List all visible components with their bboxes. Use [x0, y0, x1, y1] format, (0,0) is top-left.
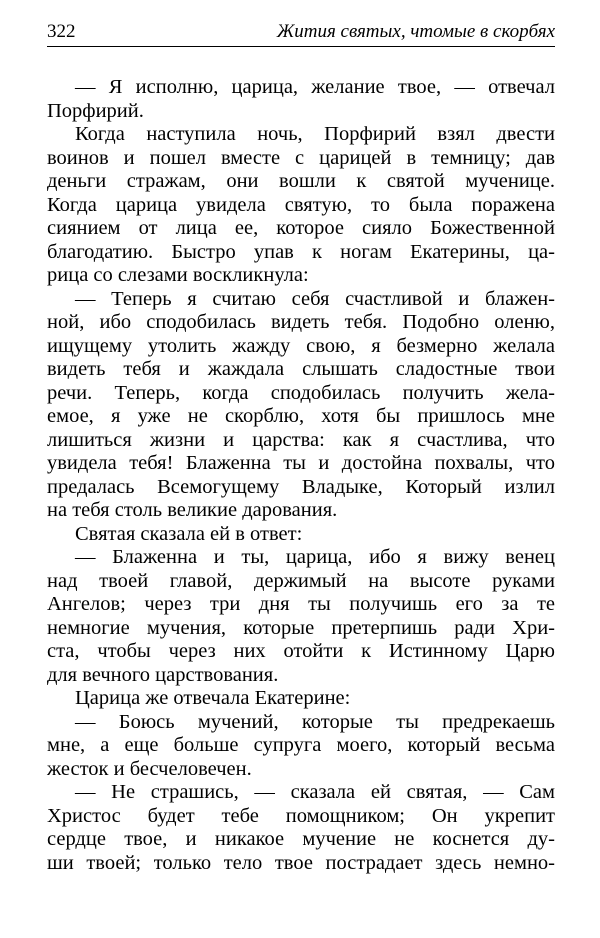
text-line: — Не страшись, — сказала ей святая, — Сам — [75, 781, 555, 803]
text-line: благодатию. Быстро упав к ногам Екатерины, ца- — [47, 240, 555, 263]
text-line: ищущему утолить жажду свою, я безмерно желала — [47, 334, 555, 357]
body-text — [47, 76, 555, 875]
text-line: ста, чтобы через них отойти к Истинному Царю — [47, 640, 555, 662]
text-line: рица со слезами воскликнула: — [47, 264, 309, 286]
text-line: Ангелов; через три дня ты получишь его за те — [47, 593, 555, 615]
text-line: на тебя столь великие дарования. — [47, 499, 338, 521]
text-line: ной, ибо сподобилась видеть тебя. Подобно оленю, — [47, 311, 555, 333]
page-number: 322 — [47, 21, 76, 42]
text-line: сиянием от лица ее, которое сияло Божественной — [47, 217, 555, 239]
text-line: предалась Всемогущему Владыке, Который излил — [47, 475, 555, 498]
text-line: — Теперь я считаю себя счастливой и блажен- — [75, 287, 555, 310]
text-line: увидела тебя! Блаженна ты и достойна похвалы, что — [47, 452, 555, 474]
text-line: речи. Теперь, когда сподобилась получить жела- — [47, 381, 555, 404]
text-line: емое, я уже не скорблю, хотя бы пришлось мне — [47, 405, 555, 427]
text-line: Когда царица увидела святую, то была поражена — [47, 193, 555, 216]
text-line: над твоей главой, держимый на высоте руками — [47, 569, 555, 592]
book-page — [47, 20, 555, 875]
text-line: жесток и бесчеловечен. — [47, 757, 252, 780]
page-header — [47, 20, 555, 47]
text-line: немногие мучения, которые претерпишь ради Хри- — [47, 616, 555, 639]
text-line: ши твоей; только тело твое пострадает здесь немно- — [47, 851, 555, 874]
text-line: для вечного царствования. — [47, 663, 279, 686]
text-line: видеть тебя и жаждала слышать сладостные твои — [47, 358, 555, 380]
text-line: — Блаженна и ты, царица, ибо я вижу венец — [75, 546, 555, 568]
running-title: Жития святых, чтомые в скорбях — [276, 21, 555, 42]
text-line: сердце твое, и никакое мучение не коснется ду- — [47, 828, 555, 850]
text-line: Порфирий. — [47, 99, 144, 122]
text-line: Святая сказала ей в ответ: — [75, 522, 303, 545]
text-line: воинов и пошел вместе с царицей в темницу; дав — [47, 146, 555, 169]
text-line: Царица же отвечала Екатерине: — [75, 687, 351, 709]
text-line: Христос будет тебе помощником; Он укрепит — [47, 804, 555, 827]
text-line: мне, а еще больше супруга моего, который весьма — [47, 734, 555, 756]
text-line: деньги стражам, они вошли к святой мученице. — [47, 170, 555, 192]
text-line: Когда наступила ночь, Порфирий взял двести — [75, 123, 555, 145]
text-line: — Боюсь мучений, которые ты предрекаешь — [75, 710, 555, 733]
text-line: — Я исполню, царица, желание твое, — отвечал — [75, 76, 555, 98]
text-line: лишиться жизни и царства: как я счастлива, что — [47, 428, 555, 451]
